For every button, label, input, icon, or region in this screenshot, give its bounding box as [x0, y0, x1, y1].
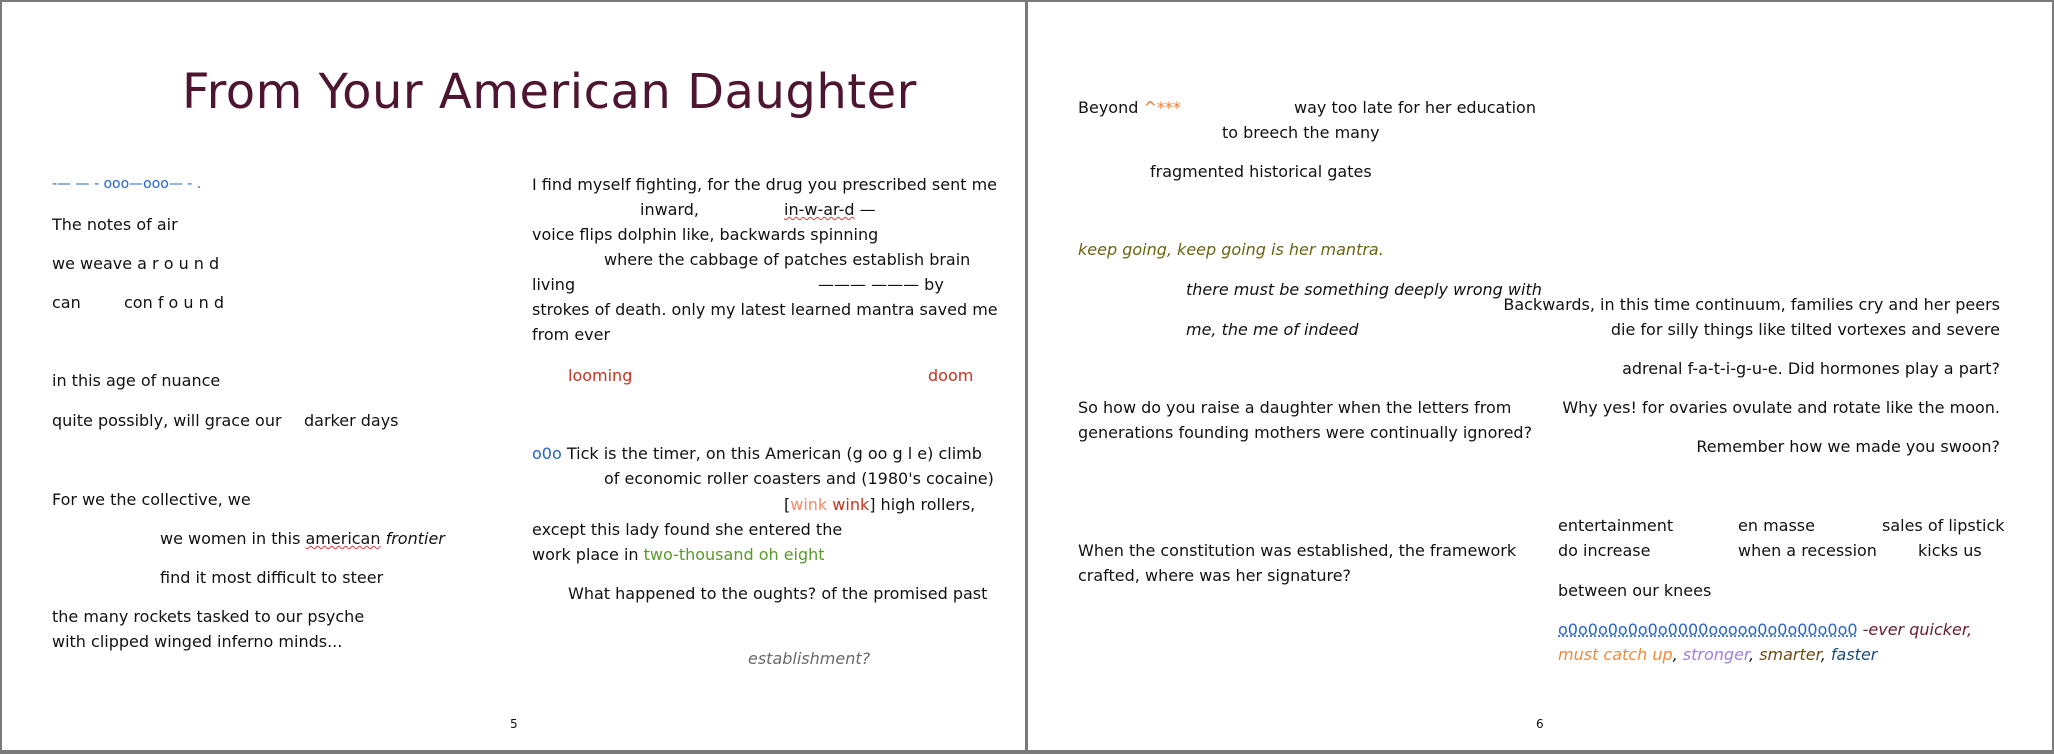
poem-line: with clipped winged inferno minds...	[52, 632, 343, 651]
poem-line: living	[532, 275, 576, 294]
misspelled-word: american	[305, 529, 381, 548]
poem-line: must catch up, stronger, smarter, faster	[1558, 645, 1878, 664]
poem-line: where the cabbage of patches establish brain	[604, 250, 971, 269]
poem-line: work place in two-thousand oh eight	[532, 545, 825, 564]
poem-line: adrenal f-a-t-i-g-u-e. Did hormones play a part?	[1622, 359, 2000, 378]
poem-word: kicks us	[1918, 541, 1982, 560]
poem-line: o0o0o0o0o0o0000ooooo0o0o00o0o0 -ever quicker,	[1558, 620, 1973, 639]
poem-word: when a recession	[1738, 541, 1877, 560]
poem-word: en masse	[1738, 516, 1815, 535]
poem-line: to breech the many	[1222, 123, 1380, 142]
poem-line: Remember how we made you swoon?	[1696, 437, 2000, 456]
poem-line: So how do you raise a daughter when the letters from	[1078, 398, 1512, 417]
poem-line: from ever	[532, 325, 611, 344]
poem-word: sales of lipstick	[1882, 516, 2005, 535]
poem-line: Why yes! for ovaries ovulate and rotate like the moon.	[1562, 398, 2000, 417]
poem-line: way too late for her education	[1294, 98, 1536, 117]
poem-line: establishment?	[748, 649, 871, 668]
poem-line: me, the me of indeed	[1186, 320, 1359, 339]
dash-line: -— — - ooo—ooo— - .	[52, 176, 202, 192]
poem-line: voice flips dolphin like, backwards spinning	[532, 225, 879, 244]
poem-line: the many rockets tasked to our psyche	[52, 607, 365, 626]
poem-line: we weave a r o u n d	[52, 254, 220, 273]
poem-line: quite possibly, will grace our	[52, 411, 282, 430]
poem-word: do increase	[1558, 541, 1651, 560]
poem-word-doom: doom	[928, 366, 974, 385]
page-left	[2, 2, 1025, 750]
page-number: 5	[510, 717, 518, 731]
page-number: 6	[1536, 717, 1544, 731]
poem-line: I find myself fighting, for the drug you prescribed sent me	[532, 175, 997, 194]
poem-line: in this age of nuance	[52, 371, 221, 390]
poem-line: strokes of death. only my latest learned mantra saved me	[532, 300, 998, 319]
poem-line: fragmented historical gates	[1150, 162, 1372, 181]
poem-line: When the constitution was established, the framework	[1078, 541, 1517, 560]
poem-line: between our knees	[1558, 581, 1712, 600]
poem-line: of economic roller coasters and (1980's cocaine)	[604, 469, 994, 488]
page-title: From Your American Daughter	[182, 64, 917, 120]
poem-line: die for silly things like tilted vortexes and severe	[1610, 320, 2000, 339]
mantra-line: keep going, keep going is her mantra.	[1078, 240, 1384, 259]
poem-line: o0o Tick is the timer, on this American (g oo g l e) climb	[532, 444, 982, 463]
poem-word-looming: looming	[568, 366, 633, 385]
poem-line: The notes of air	[52, 215, 178, 234]
poem-line: What happened to the oughts? of the promised past	[568, 584, 988, 603]
poem-line: ——— ——— by	[818, 275, 944, 294]
poem-line: find it most difficult to steer	[160, 568, 384, 587]
poem-line: con f o u n d	[124, 293, 225, 312]
poem-line: can	[52, 293, 81, 312]
poem-line: For we the collective, we	[52, 490, 251, 509]
poem-line: Backwards, in this time continuum, families cry and her peers	[1503, 295, 2000, 314]
poem-line: Beyond ^***	[1078, 98, 1181, 117]
poem-line: we women in this american frontier	[160, 529, 445, 548]
poem-line: darker days	[304, 411, 399, 430]
poem-line: there must be something deeply wrong with	[1186, 280, 1542, 299]
page-right	[1028, 2, 2052, 750]
poem-line: crafted, where was her signature?	[1078, 566, 1352, 585]
poem-line: generations founding mothers were continually ignored?	[1078, 423, 1533, 442]
poem-line: [wink wink] high rollers,	[784, 495, 976, 514]
poem-line: inward,	[640, 200, 700, 219]
poem-line: in-w-ar-d —	[784, 200, 876, 219]
poem-word: entertainment	[1558, 516, 1674, 535]
poem-line: except this lady found she entered the	[532, 520, 843, 539]
